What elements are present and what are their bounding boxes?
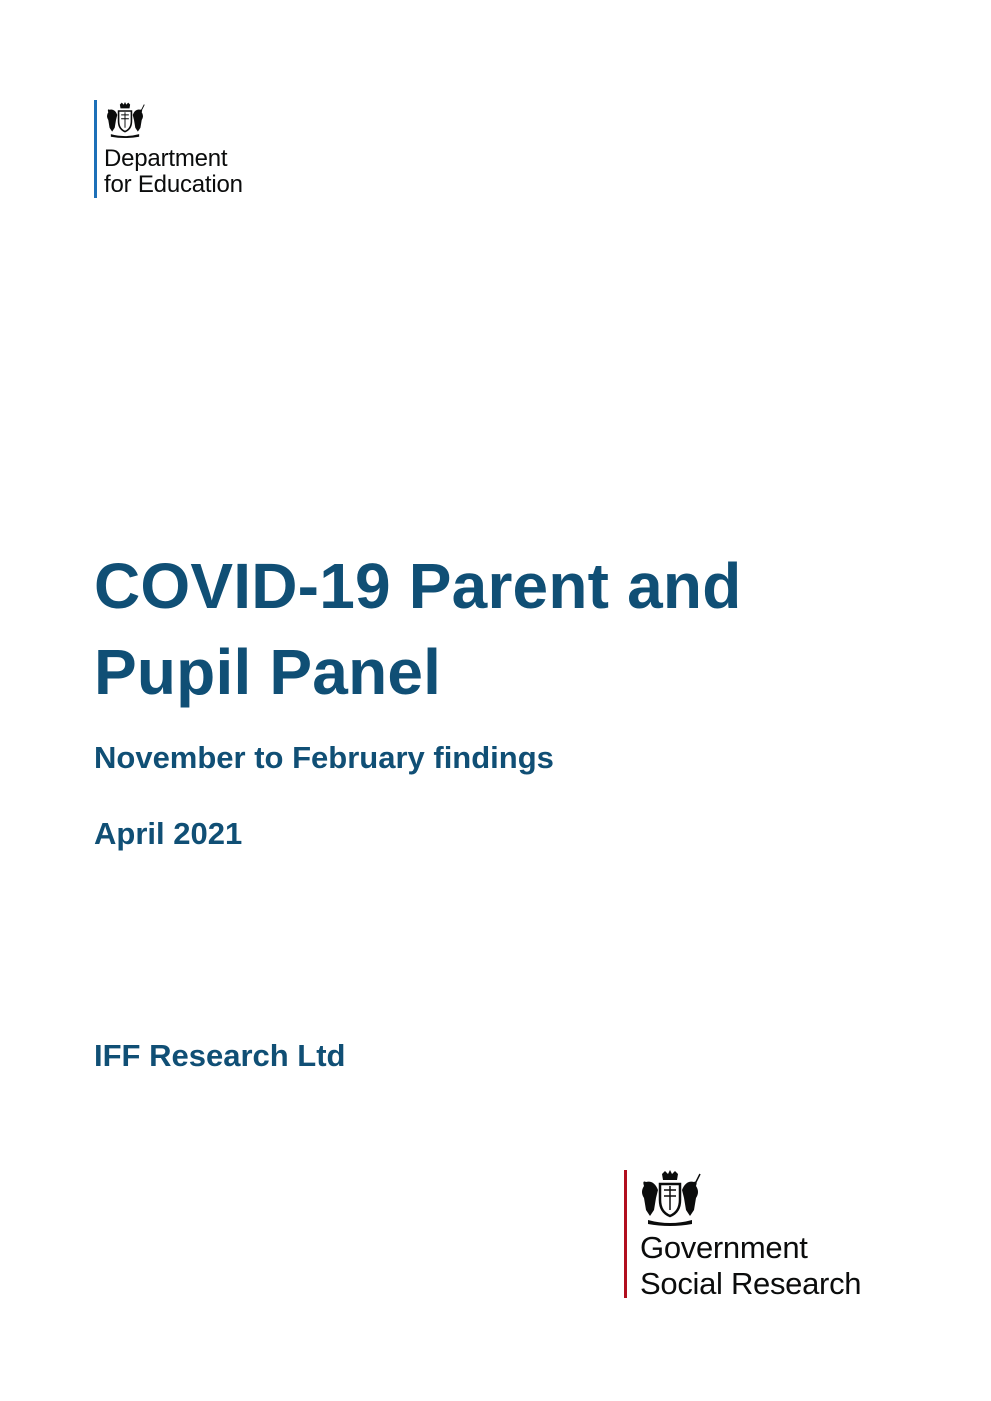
royal-coat-of-arms-icon [104,102,146,138]
dfe-logo-text [104,146,243,198]
dfe-logo [94,100,294,198]
dfe-logo-line2: for Education [104,171,243,198]
document-author: IFF Research Ltd [94,1038,346,1073]
gsr-logo [624,1170,904,1301]
dfe-logo-rule [94,100,97,198]
gsr-logo-text [640,1230,861,1302]
gsr-logo-line2: Social Research [640,1266,862,1301]
publication-date: April 2021 [94,816,243,851]
document-subtitle: November to February findings [94,740,554,775]
dfe-logo-line1: Department [104,145,228,172]
gsr-logo-rule [624,1170,627,1298]
royal-coat-of-arms-icon [638,1170,702,1226]
gsr-logo-line1: Government [640,1230,808,1265]
document-title: COVID-19 Parent and Pupil Panel [94,550,742,708]
